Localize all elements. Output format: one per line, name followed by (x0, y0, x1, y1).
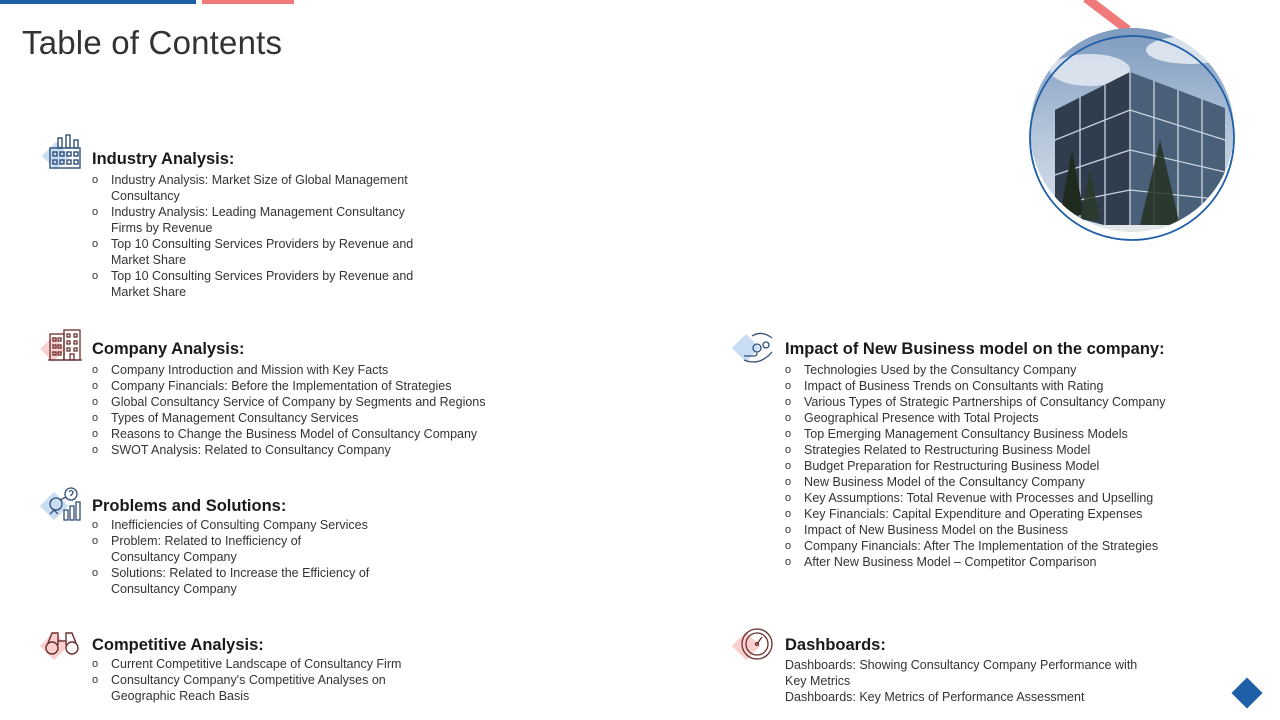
problems-list (92, 517, 452, 597)
list-item: Dashboards: Showing Consultancy Company Performance with (785, 658, 1138, 672)
list-item: o Industry Analysis: Market Size of Global Management Consultancy (92, 172, 452, 204)
problem-solution-icon (38, 484, 82, 528)
list-item: o Problem: Related to Inefficiency of Consultancy Company (92, 533, 452, 565)
factory-icon (38, 132, 82, 176)
list-item: o Key Assumptions: Total Revenue with Processes and Upselling (785, 490, 1205, 506)
company-list (92, 362, 532, 458)
list-item: o Top Emerging Management Consultancy Business Models (785, 426, 1205, 442)
section-title-dashboards: Dashboards: (785, 636, 886, 654)
list-item: o Technologies Used by the Consultancy Company (785, 362, 1205, 378)
list-item: o Consultancy Company's Competitive Analyses on Geographic Reach Basis (92, 672, 452, 704)
list-item: o After New Business Model – Competitor Comparison (785, 554, 1205, 570)
competitive-list (92, 656, 452, 704)
list-item: o SWOT Analysis: Related to Consultancy Company (92, 442, 532, 458)
list-item: o Company Financials: Before the Implementation of Strategies (92, 378, 532, 394)
hand-gears-icon (730, 326, 774, 370)
list-item: o Current Competitive Landscape of Consultancy Firm (92, 656, 452, 672)
list-item: o Impact of New Business Model on the Business (785, 522, 1205, 538)
corner-diamond (1231, 677, 1262, 708)
dashboards-list (785, 657, 1205, 705)
list-item: o Geographical Presence with Total Projects (785, 410, 1205, 426)
list-item: o Company Introduction and Mission with Key Facts (92, 362, 532, 378)
list-item: o Company Financials: After The Implementation of the Strategies (785, 538, 1205, 554)
accent-bar-blue (0, 0, 196, 4)
binoculars-icon (38, 624, 82, 668)
list-item: o Industry Analysis: Leading Management Consultancy Firms by Revenue (92, 204, 452, 236)
gauge-icon (730, 624, 774, 668)
list-item: o Strategies Related to Restructuring Business Model (785, 442, 1205, 458)
section-title-problems: Problems and Solutions: (92, 497, 287, 515)
list-item: o Impact of Business Trends on Consultants with Rating (785, 378, 1205, 394)
accent-bar-red (202, 0, 294, 4)
list-item: o Top 10 Consulting Services Providers by Revenue and Market Share (92, 268, 452, 300)
list-item: Dashboards: Key Metrics of Performance Assessment (785, 690, 1085, 704)
section-title-competitive: Competitive Analysis: (92, 636, 264, 654)
list-item: o Global Consultancy Service of Company by Segments and Regions (92, 394, 532, 410)
industry-list (92, 172, 452, 300)
list-item: o Top 10 Consulting Services Providers by Revenue and Market Share (92, 236, 452, 268)
list-item: o Various Types of Strategic Partnerships of Consultancy Company (785, 394, 1205, 410)
page-title: Table of Contents (22, 24, 283, 61)
list-item: o Key Financials: Capital Expenditure and Operating Expenses (785, 506, 1205, 522)
list-item: o Types of Management Consultancy Services (92, 410, 532, 426)
section-title-company: Company Analysis: (92, 340, 245, 358)
building-photo (1020, 0, 1260, 260)
list-item: o New Business Model of the Consultancy Company (785, 474, 1205, 490)
list-item: o Budget Preparation for Restructuring Business Model (785, 458, 1205, 474)
impact-list (785, 362, 1205, 570)
section-title-impact: Impact of New Business model on the company: (785, 340, 1165, 358)
list-item: o Reasons to Change the Business Model of Consultancy Company (92, 426, 532, 442)
list-item: o Solutions: Related to Increase the Efficiency of Consultancy Company (92, 565, 452, 597)
section-title-industry: Industry Analysis: (92, 150, 235, 168)
list-item: o Inefficiencies of Consulting Company Services (92, 517, 452, 533)
buildings-icon (38, 326, 82, 370)
list-item: Key Metrics (785, 674, 851, 688)
